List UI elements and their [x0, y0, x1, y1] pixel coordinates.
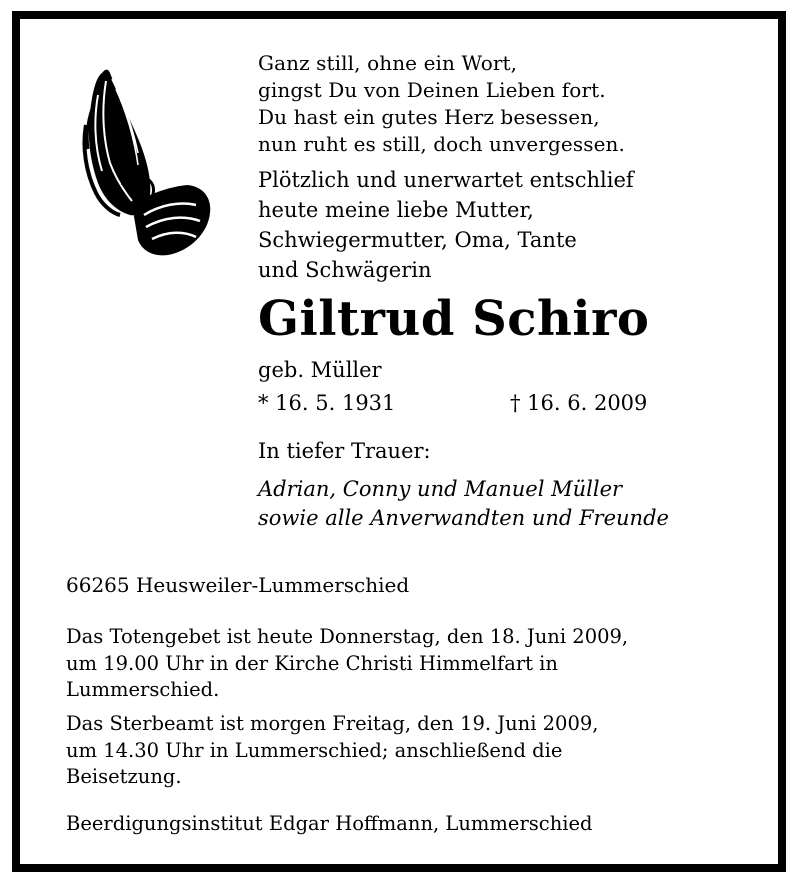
prayer-line: Lummerschied. [66, 678, 220, 701]
mourning-heading: In tiefer Trauer: [258, 439, 431, 463]
announcement-line: Plötzlich und unerwartet entschlief [258, 168, 634, 192]
verse-line: nun ruht es still, doch unvergessen. [258, 132, 625, 156]
birth-name: geb. Müller [258, 358, 382, 382]
announcement-line: und Schwägerin [258, 258, 432, 282]
verse-line: gingst Du von Deinen Lieben fort. [258, 78, 606, 102]
mourners-line: Adrian, Conny und Manuel Müller [258, 477, 623, 501]
mourners-line: sowie alle Anverwandten und Freunde [258, 506, 669, 530]
location: 66265 Heusweiler-Lummerschied [66, 573, 410, 597]
requiem-line: um 14.30 Uhr in Lummerschied; anschließend die [66, 738, 563, 762]
announcement-line: heute meine liebe Mutter, [258, 198, 534, 222]
death-date: † 16. 6. 2009 [510, 391, 648, 415]
verse-line: Ganz still, ohne ein Wort, [258, 51, 518, 75]
announcement-line: Schwiegermutter, Oma, Tante [258, 228, 577, 252]
praying-hands-icon [72, 55, 212, 260]
verse-line: Du hast ein gutes Herz besessen, [258, 105, 600, 129]
memorial-verse [258, 50, 625, 158]
deceased-name: Giltrud Schiro [258, 291, 650, 347]
requiem-line: Beisetzung. [66, 765, 182, 788]
prayer-line: um 19.00 Uhr in der Kirche Christi Himmelfart in [66, 651, 558, 675]
mourners-list [258, 475, 669, 533]
death-announcement [258, 165, 634, 285]
undertaker: Beerdigungsinstitut Edgar Hoffmann, Lummerschied [66, 812, 593, 835]
prayer-service-info [66, 624, 628, 704]
birth-date: * 16. 5. 1931 [258, 391, 396, 415]
requiem-info [66, 711, 598, 791]
obituary-frame [12, 11, 786, 872]
requiem-line: Das Sterbeamt ist morgen Freitag, den 19. Juni 2009, [66, 712, 599, 735]
prayer-line: Das Totengebet ist heute Donnerstag, den 18. Juni 2009, [66, 625, 629, 648]
